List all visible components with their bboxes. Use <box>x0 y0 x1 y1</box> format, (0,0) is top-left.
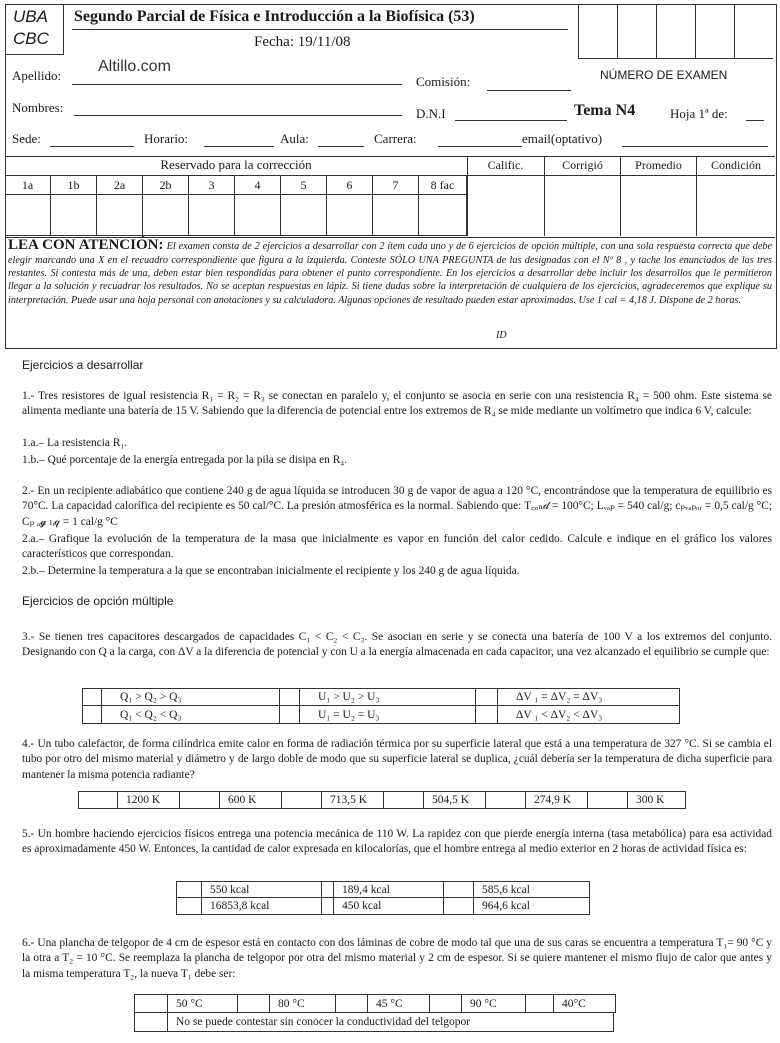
q4-option-b[interactable]: 600 K <box>220 791 282 809</box>
exercise-1-text: 1.- Tres resistores de igual resistencia R₁ = R₂ = R₃ se conectan en paralelo y, el conjunto se asocia en serie con una resistencia R₄ = 500 ohm. Este sistema se alimenta mediante una batería de 15 V. Sabiendo que la diferencia de potencial entre los extremos de R₄ se mide mediante un voltímetro que indica 6 V, calcule: <box>22 390 772 418</box>
q3-option-e[interactable]: U₁ = U₂ = U₃ <box>300 706 476 724</box>
question-6-options <box>134 994 616 1032</box>
attention-block <box>8 237 772 307</box>
q4-check-4[interactable] <box>384 791 424 809</box>
q3-check-row2[interactable] <box>82 706 102 724</box>
hoja-field[interactable] <box>746 120 764 121</box>
watermark: Altillo.com <box>98 58 171 75</box>
q3-check-row1b[interactable] <box>280 688 300 706</box>
question-3-text: 3.- Se tienen tres capacitores descargados de capacidades C₁ < C₂ < C₃. Se asocian en serie y se conecta una batería de 100 V a los extremos del conjunto. Designando con Q a la carga, con ΔV a la diferencia de potencial y con U a la energía almacenada en cada capacitor, una vez alcanzado el equilibrio se cumple que: <box>22 631 772 659</box>
q5-option-c[interactable]: 585,6 kcal <box>474 881 590 898</box>
sede-field[interactable] <box>50 146 134 147</box>
col-promedio: Promedio <box>621 156 697 176</box>
q4-check-1[interactable] <box>78 791 118 809</box>
comision-label: Comisión: <box>416 74 471 89</box>
q6-option-f[interactable]: No se puede contestar sin conocer la conductividad del telgopor <box>168 1013 614 1032</box>
col-6: 6 <box>327 175 373 195</box>
col-3: 3 <box>189 175 235 195</box>
q4-option-c[interactable]: 713,5 K <box>322 791 384 809</box>
col-5: 5 <box>281 175 327 195</box>
q6-option-a[interactable]: 50 °C <box>168 994 238 1013</box>
q3-check-row2c[interactable] <box>476 706 498 724</box>
q5-check-1[interactable] <box>176 881 202 898</box>
q6-check-6[interactable] <box>134 1013 168 1032</box>
question-5-options <box>176 881 590 915</box>
q5-check-5[interactable] <box>322 898 334 915</box>
exam-number-label: NÚMERO DE EXAMEN <box>600 68 728 82</box>
apellido-label: Apellido: <box>12 68 62 83</box>
aula-label: Aula: <box>280 131 309 146</box>
exercise-1a: 1.a.– La resistencia R₁. <box>22 437 128 449</box>
exercise-2a: 2.a.– Grafique la evolución de la temperatura de la masa que inicialmente es vapor en función del calor cedido. Calcule e indique en el gráfico los valores característicos que correspondan. <box>22 533 772 561</box>
q6-option-e[interactable]: 40°C <box>554 994 616 1013</box>
question-5-text: 5.- Un hombre haciendo ejercicios físicos entrega una potencia mecánica de 110 W. La rapidez con que pierde energía interna (tasa metabólica) para esa actividad es aproximadamente 450 W. Entonces, la cantidad de calor expresada en kilocalorías, que el hombre entrega al medio exterior en 2 horas de actividad física es: <box>22 828 772 856</box>
col-4: 4 <box>235 175 281 195</box>
q4-option-a[interactable]: 1200 K <box>118 791 180 809</box>
col-condicion: Condición <box>697 156 775 176</box>
dni-label: D.N.I <box>416 106 446 121</box>
col-2a: 2a <box>97 175 143 195</box>
correction-cols-row <box>5 175 467 195</box>
q3-check-row1[interactable] <box>82 688 102 706</box>
q4-option-d[interactable]: 504,5 K <box>424 791 486 809</box>
question-4-options <box>78 791 686 809</box>
q5-option-a[interactable]: 550 kcal <box>202 881 322 898</box>
q3-option-c[interactable]: ΔV ₁ = ΔV₂ = ΔV₃ <box>498 688 680 706</box>
q4-check-2[interactable] <box>180 791 220 809</box>
q5-option-b[interactable]: 189,4 kcal <box>334 881 444 898</box>
logo-cbc: CBC <box>13 29 49 48</box>
carrera-label: Carrera: <box>374 131 417 146</box>
q6-check-4[interactable] <box>430 994 462 1013</box>
apellido-field[interactable] <box>72 84 402 85</box>
col-1b: 1b <box>51 175 97 195</box>
q5-check-3[interactable] <box>444 881 474 898</box>
comision-field[interactable] <box>487 90 571 91</box>
tema-label: Tema N4 <box>574 102 636 119</box>
email-field[interactable] <box>622 146 768 147</box>
reserved-label: Reservado para la corrección <box>160 157 312 172</box>
q5-option-d[interactable]: 16853,8 kcal <box>202 898 322 915</box>
q6-check-3[interactable] <box>336 994 368 1013</box>
q4-option-e[interactable]: 274,9 K <box>526 791 588 809</box>
q3-check-row1c[interactable] <box>476 688 498 706</box>
q4-check-6[interactable] <box>588 791 628 809</box>
q4-check-3[interactable] <box>282 791 322 809</box>
col-8fac: 8 fac <box>419 175 467 195</box>
attention-heading: LEA CON ATENCIÓN: <box>8 237 164 253</box>
dni-field[interactable] <box>455 120 567 121</box>
logo-uba: UBA <box>13 7 48 26</box>
question-6-text: 6.- Una plancha de telgopor de 4 cm de espesor está en contacto con dos láminas de cobre de modo tal que una de sus caras se encuentra a temperatura T₁= 90 °C y la otra a T₂ = 10 °C. Se reemplaza la plancha de telgopor por otra del mismo material y 2 cm de espesor. Si se quiere mantener el mismo flujo de calor que antes y la misma temperatura T₂, la nueva T₁ debe ser: <box>22 937 772 980</box>
q5-check-2[interactable] <box>322 881 334 898</box>
aula-field[interactable] <box>318 146 364 147</box>
uba-logo <box>5 4 64 55</box>
grading-header-row <box>467 156 775 176</box>
exam-number-boxes[interactable] <box>578 4 773 59</box>
sede-label: Sede: <box>12 131 41 146</box>
exam-date: Fecha: 19/11/08 <box>254 34 351 50</box>
col-calific: Calific. <box>467 156 545 176</box>
q3-option-b[interactable]: U₁ > U₂ > U₃ <box>300 688 476 706</box>
q5-check-6[interactable] <box>444 898 474 915</box>
q4-option-f[interactable]: 300 K <box>628 791 686 809</box>
q3-option-f[interactable]: ΔV ₁ < ΔV₂ < ΔV₃ <box>498 706 680 724</box>
exercise-2-text: 2.- En un recipiente adiabático que contiene 240 g de agua líquida se introducen 30 g de vapor de agua a 120 °C, encontrándose que la temperatura de equilibrio es 70°C. La capacidad calorífica del recipiente es 50 cal/°C. La presión atmosférica es la normal. Sabiendo que: T꜀ₒₙ𝒹 = 100°C; Lᵥₐₚ = 540 cal/g; cₚᵥₐₚₒᵣ = 0,5 cal/g °C; Cₚ ₐ𝓰 ₗᵢ𝓆 = 1 cal/g °C <box>22 485 772 528</box>
q6-option-c[interactable]: 45 °C <box>368 994 430 1013</box>
exam-title: Segundo Parcial de Física e Introducción a la Biofísica (53) <box>74 8 475 25</box>
title-underline <box>72 29 568 30</box>
grading-value-row[interactable] <box>467 176 775 236</box>
id-label: ID <box>496 330 507 341</box>
q6-option-b[interactable]: 80 °C <box>270 994 336 1013</box>
col-2b: 2b <box>143 175 189 195</box>
q3-option-d[interactable]: Q₁ < Q₂ < Q₃ <box>102 706 280 724</box>
q3-option-a[interactable]: Q₁ > Q₂ > Q₃ <box>102 688 280 706</box>
exercise-2b: 2.b.– Determine la temperatura a la que se encontraban inicialmente el recipiente y los 240 g de agua líquida. <box>22 565 520 577</box>
section-develop-title: Ejercicios a desarrollar <box>22 358 144 372</box>
nombres-label: Nombres: <box>12 100 64 115</box>
q6-check-5[interactable] <box>526 994 554 1013</box>
q5-option-e[interactable]: 450 kcal <box>334 898 444 915</box>
q4-check-5[interactable] <box>486 791 526 809</box>
q5-check-4[interactable] <box>176 898 202 915</box>
q5-option-f[interactable]: 964,6 kcal <box>474 898 590 915</box>
question-4-text: 4.- Un tubo calefactor, de forma cilíndrica emite calor en forma de radiación térmica por su superficie lateral que está a una temperatura de 327 °C. Si se cambia el tubo por otro del mismo material y diámetro y de largo doble de modo que su superficie lateral se duplica, ¿cuál debería ser la temperatura de dicha superficie para mantener la misma potencia radiante? <box>22 738 772 781</box>
correction-score-row[interactable] <box>5 195 467 236</box>
hoja-label: Hoja 1ª de: <box>670 106 728 121</box>
col-7: 7 <box>373 175 419 195</box>
col-corrigio: Corrigió <box>545 156 621 176</box>
email-label: email(optativo) <box>522 131 603 146</box>
question-3-options <box>82 688 680 724</box>
q6-check-2[interactable] <box>238 994 270 1013</box>
q6-option-d[interactable]: 90 °C <box>462 994 526 1013</box>
attention-text: El examen consta de 2 ejercicios a desarrollar con 2 ítem cada uno y de 6 ejercicios de opción múltiple, con una sola respuesta correcta que debe elegir marcando una X en el recuadro correspondiente que figura a la izquierda. Conteste SÓLO UNA PREGUNTA de las designadas con el Nº 8 , y tache los enunciados de las tres restantes. Si contesta más de una, deben estar bien respondidas para obtener el punto correspondiente. En los ejercicios a desarrollar debe incluir los desarrollos que le permitieron llegar a la solución y recuadrar los resultados. No se aceptan respuestas en lápiz. Si tiene dudas sobre la interpretación de cualquiera de los ejercicios, agradeceremos que explique su interpretación. Puede usar una hoja personal con anotaciones y su calculadora. Algunas opciones de resultado pueden estar aproximadas. Use 1 cal = 4,18 J. Dispone de 2 horas. <box>8 241 773 306</box>
carrera-field[interactable] <box>438 146 522 147</box>
horario-field[interactable] <box>204 146 274 147</box>
q6-check-1[interactable] <box>134 994 168 1013</box>
horario-label: Horario: <box>144 131 189 146</box>
section-multiple-choice-title: Ejercicios de opción múltiple <box>22 594 174 608</box>
q3-check-row2b[interactable] <box>280 706 300 724</box>
nombres-field[interactable] <box>74 115 402 116</box>
exercise-1b: 1.b.– Qué porcentaje de la energía entregada por la pila se disipa en R₄. <box>22 454 348 466</box>
col-1a: 1a <box>5 175 51 195</box>
